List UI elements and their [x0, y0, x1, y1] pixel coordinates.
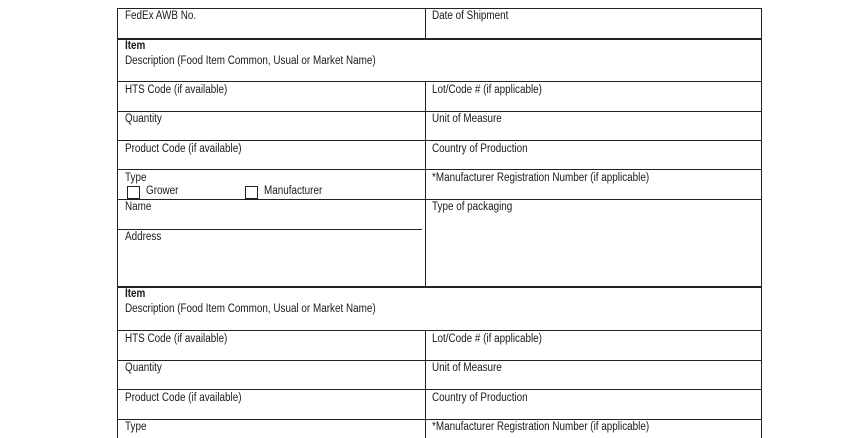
country-of-production-label: Country of Production [432, 392, 528, 404]
hts-code-label: HTS Code (if available) [125, 333, 228, 345]
description-label: Description (Food Item Common, Usual or Market Name) [125, 55, 376, 67]
unit-of-measure-label: Unit of Measure [432, 113, 502, 125]
name-field[interactable] [118, 200, 422, 229]
rule [761, 8, 762, 438]
mfr-registration-label: *Manufacturer Registration Number (if applicable) [432, 172, 650, 184]
lot-code-label: Lot/Code # (if applicable) [432, 84, 542, 96]
quantity-field[interactable] [118, 112, 425, 140]
lot-code-label: Lot/Code # (if applicable) [432, 333, 542, 345]
country-of-production-label: Country of Production [432, 143, 528, 155]
description-field[interactable] [118, 315, 761, 330]
address-label: Address [125, 231, 162, 243]
manufacturer-label: Manufacturer [264, 185, 323, 197]
type-of-packaging-label: Type of packaging [432, 201, 513, 213]
date-of-shipment-label: Date of Shipment [432, 10, 509, 22]
rule [117, 419, 762, 420]
grower-label: Grower [146, 185, 179, 197]
product-code-label: Product Code (if available) [125, 143, 242, 155]
type-label: Type [125, 172, 147, 184]
description-field[interactable] [118, 66, 761, 81]
manufacturer-checkbox[interactable] [245, 186, 258, 199]
description-label: Description (Food Item Common, Usual or Market Name) [125, 303, 376, 315]
fedex-awb-label: FedEx AWB No. [125, 10, 197, 22]
quantity-label: Quantity [125, 113, 162, 125]
grower-checkbox[interactable] [127, 186, 140, 199]
item-heading: Item [125, 288, 146, 300]
hts-code-label: HTS Code (if available) [125, 84, 228, 96]
quantity-label: Quantity [125, 362, 162, 374]
mfr-registration-label: *Manufacturer Registration Number (if applicable) [432, 421, 650, 433]
shipment-form [117, 8, 762, 438]
item-heading: Item [125, 40, 146, 52]
name-label: Name [125, 201, 152, 213]
type-label: Type [125, 421, 147, 433]
rule [117, 38, 762, 40]
quantity-field[interactable] [118, 361, 425, 389]
unit-of-measure-label: Unit of Measure [432, 362, 502, 374]
address-field[interactable] [118, 230, 425, 286]
rule [117, 286, 762, 288]
product-code-label: Product Code (if available) [125, 392, 242, 404]
